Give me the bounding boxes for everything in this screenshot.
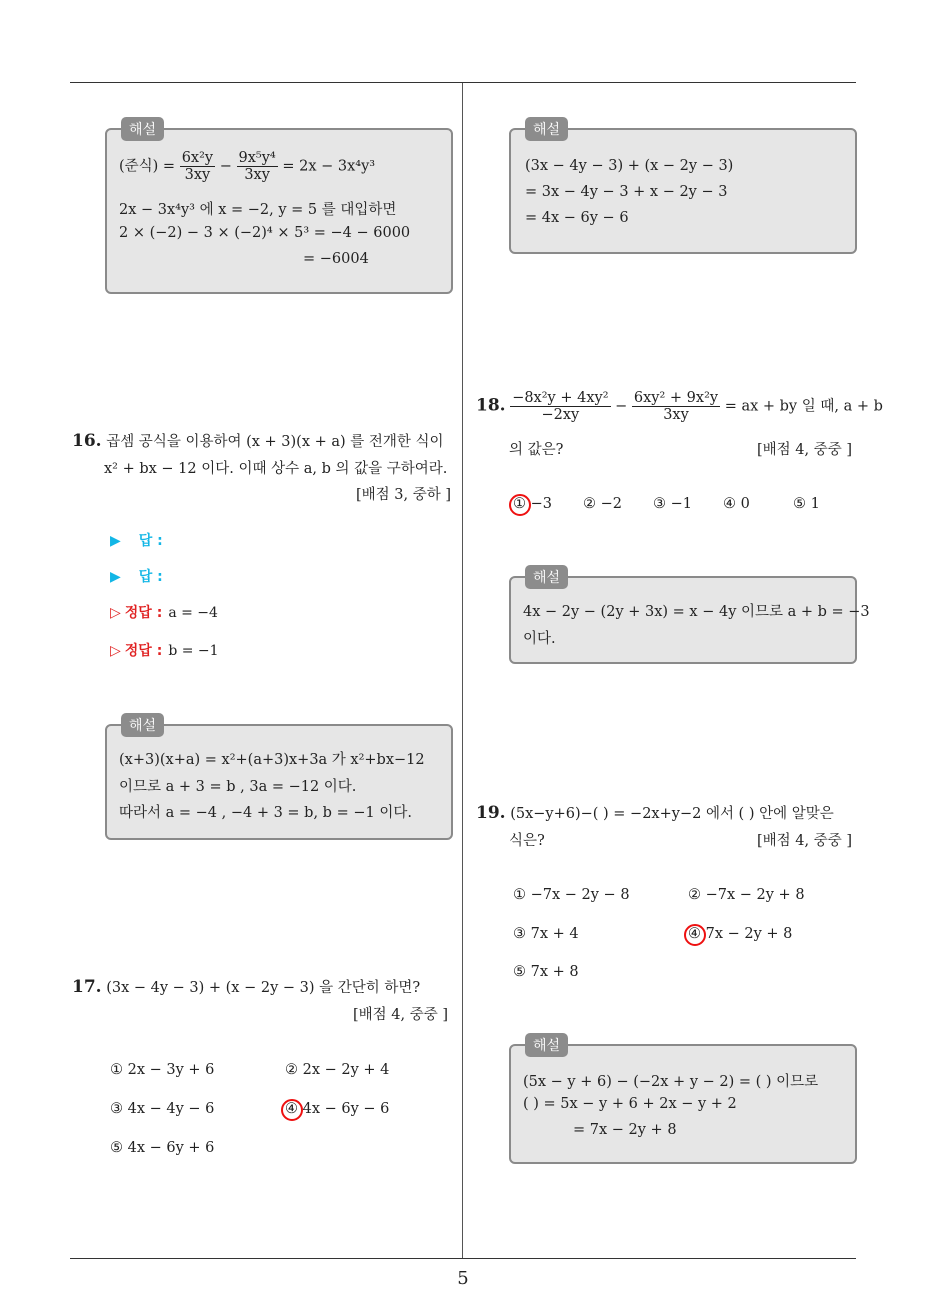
solution-line: 2 × (−2) − 3 × (−2)⁴ × 5³ = −4 − 6000 — [119, 225, 411, 241]
play-icon: ▶ — [110, 533, 121, 549]
top-rule — [70, 82, 856, 83]
question-19-line1: 19. (5x−y+6)−( ) = −2x+y−2 에서 ( ) 안에 알맞은 — [476, 803, 834, 823]
option-4: ④ 4x − 6y − 6 — [285, 1101, 390, 1117]
fraction: $\frac{\text{6x²y}}{3xy}$ — [181, 150, 214, 183]
solution-line: ( ) = 5x − y + 6 + 2x − y + 2 — [523, 1096, 737, 1112]
solution-label: 해설 — [121, 117, 164, 141]
solution-line: (5x − y + 6) − (−2x + y − 2) = ( ) 이므로 — [523, 1074, 819, 1090]
option-5: ⑤ 4x − 6y + 6 — [110, 1140, 215, 1156]
solution-box-19 — [509, 1038, 857, 1164]
page-number: 5 — [457, 1268, 469, 1289]
question-17-line1: 17. (3x − 4y − 3) + (x − 2y − 3) 을 간단히 하면? — [72, 977, 421, 997]
solution-line: (x+3)(x+a) = x²+(a+3)x+3a 가 x²+bx−12 — [119, 752, 425, 768]
question-18-score: [배점 4, 중중 ] — [756, 442, 852, 458]
option-1: ① −3 — [513, 496, 552, 512]
question-16-line2: x² + bx − 12 이다. 이때 상수 a, b 의 값을 구하여라. — [104, 461, 448, 477]
solution-label: 해설 — [525, 1033, 568, 1057]
solution-label: 해설 — [121, 713, 164, 737]
question-18-line2: 의 값은? — [509, 442, 564, 458]
question-16-score: [배점 3, 중하 ] — [355, 487, 451, 503]
option-5: ⑤ 1 — [793, 496, 820, 512]
option-1: ① 2x − 3y + 6 — [110, 1062, 215, 1078]
solution-line: 2x − 3x⁴y³ 에 x = −2, y = 5 를 대입하면 — [119, 202, 397, 218]
correct-answer-2: ▷ 정답 : b = −1 — [110, 643, 219, 659]
solution-line: = −6004 — [303, 251, 369, 267]
correct-answer-1: ▷ 정답 : a = −4 — [110, 605, 218, 621]
option-5: ⑤ 7x + 8 — [513, 964, 579, 980]
option-2: ② −2 — [583, 496, 622, 512]
solution-label: 해설 — [525, 117, 568, 141]
question-17-score: [배점 4, 중중 ] — [352, 1007, 448, 1023]
bottom-rule — [70, 1258, 856, 1259]
solution-line: 4x − 2y − (2y + 3x) = x − 4y 이므로 a + b = −3 — [523, 604, 870, 620]
solution-line: = 4x − 6y − 6 — [525, 210, 629, 226]
option-2: ② 2x − 2y + 4 — [285, 1062, 390, 1078]
answer-line-2: ▶ 답 : — [110, 569, 163, 585]
solution-line: (3x − 4y − 3) + (x − 2y − 3) — [525, 158, 734, 174]
answer-mark-circle — [281, 1099, 303, 1121]
option-3: ③ 4x − 4y − 6 — [110, 1101, 215, 1117]
column-divider — [462, 83, 463, 1258]
option-1: ① −7x − 2y − 8 — [513, 887, 630, 903]
option-4: ④ 7x − 2y + 8 — [688, 926, 793, 942]
solution-box-15 — [105, 122, 453, 294]
answer-line-1: ▶ 답 : — [110, 533, 163, 549]
solution-line: 이므로 a + 3 = b , 3a = −12 이다. — [119, 779, 357, 795]
solution-box-16 — [105, 718, 453, 840]
solution-line: 이다. — [523, 631, 556, 647]
answer-mark-circle — [509, 494, 531, 516]
question-19-line2: 식은? — [509, 833, 545, 849]
question-16-line1: 16. 곱셈 공식을 이용하여 (x + 3)(x + a) 를 전개한 식이 — [72, 431, 444, 451]
solution-line: (준식) = $\frac{\text{6x²y}}{3xy}$ − $\frac{\text{9x⁵y⁴}}{3xy}$ = 2x − 3x⁴y³ — [119, 150, 376, 183]
triangle-outline-icon: ▷ — [110, 643, 121, 659]
solution-line: 따라서 a = −4 , −4 + 3 = b, b = −1 이다. — [119, 805, 412, 821]
question-19-score: [배점 4, 중중 ] — [756, 833, 852, 849]
solution-label: 해설 — [525, 565, 568, 589]
option-3: ③ −1 — [653, 496, 692, 512]
fraction: $\frac{\text{6xy² + 9x²y}}{3xy}$ — [633, 390, 719, 423]
option-3: ③ 7x + 4 — [513, 926, 579, 942]
fraction: $\frac{\text{9x⁵y⁴}}{3xy}$ — [238, 150, 276, 183]
option-2: ② −7x − 2y + 8 — [688, 887, 805, 903]
solution-line: = 3x − 4y − 3 + x − 2y − 3 — [525, 184, 728, 200]
solution-box-17 — [509, 122, 857, 254]
question-18-line1: 18. $\frac{\text{−8x²y + 4xy²}}{-2xy}$ − $\frac{\text{6xy² + 9x²y}}{3xy}$ = ax + by 일 때, a + b — [476, 390, 883, 423]
triangle-outline-icon: ▷ — [110, 605, 121, 621]
play-icon: ▶ — [110, 569, 121, 585]
option-4: ④ 0 — [723, 496, 750, 512]
answer-mark-circle — [684, 924, 706, 946]
solution-line: = 7x − 2y + 8 — [573, 1122, 677, 1138]
solution-box-18 — [509, 570, 870, 664]
fraction: $\frac{\text{−8x²y + 4xy²}}{-2xy}$ — [512, 390, 609, 423]
